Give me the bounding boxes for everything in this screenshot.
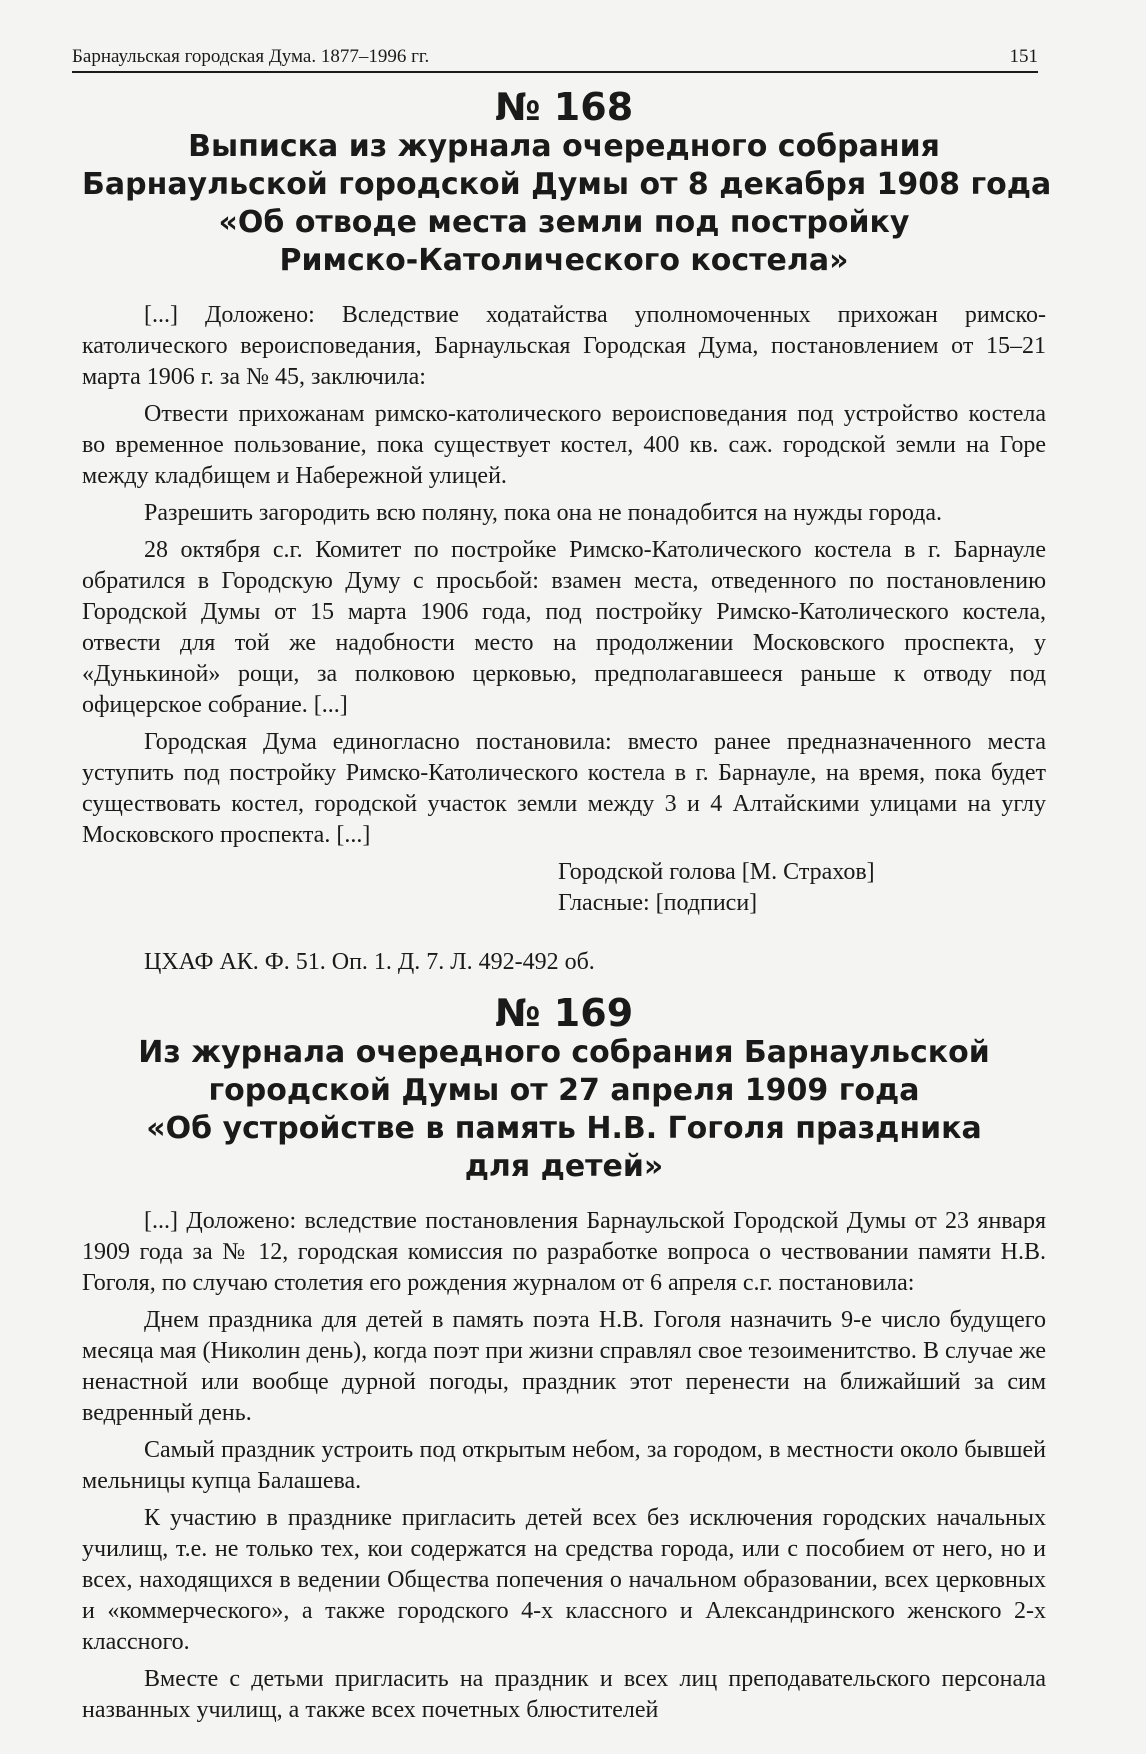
paragraph: Днем праздника для детей в память поэта Н.В. Гоголя назначить 9-е число будущего месяца мая (Николин день), когда поэт при жизни справлял свое тезоименитство. В случае же ненастной или вообще дурной погоды, праздник этот перенести на ближайший за сим ведренный день. bbox=[82, 1307, 1046, 1426]
text-column bbox=[82, 78, 1052, 1732]
signature-councillors: Гласные: [подписи] bbox=[558, 890, 758, 916]
title-line: Римско-Католического костела» bbox=[279, 243, 849, 278]
running-header bbox=[72, 34, 1038, 73]
paragraph: Городская Дума единогласно постановила: вместо ранее предназначенного места уступить под постройку Римско-Католического костела в г. Барнауле, на время, пока будет существовать костел, городской участок земли между 3 и 4 Алтайскими улицами на углу Московского проспекта. [...] bbox=[82, 729, 1046, 848]
title-line: «Об устройстве в память Н.В. Гоголя праздника bbox=[146, 1111, 982, 1146]
paragraph: К участию в празднике пригласить детей всех без исключения городских начальных училищ, т.е. не только тех, кои содержатся на средства города, или с пособием от него, но и всех, находящихся в ведении Общества попечения о начальном образовании, всех церковных и «коммерческого», а также городского 4-х классного и Александринского женского 2-х классного. bbox=[82, 1505, 1046, 1655]
title-line: городской Думы от 27 апреля 1909 года bbox=[208, 1073, 920, 1108]
paragraph: Вместе с детьми пригласить на праздник и всех лиц преподавательского персонала названных училищ, а также всех почетных блюстителей bbox=[82, 1666, 1046, 1723]
title-line: Выписка из журнала очередного собрания bbox=[188, 129, 940, 164]
paragraph: [...] Доложено: вследствие постановления Барнаульской Городской Думы от 23 января 1909 года за № 12, городская комиссия по разработке вопроса о чествовании памяти Н.В. Гоголя, по случаю столетия его рождения журналом от 6 апреля с.г. постановила: bbox=[82, 1208, 1046, 1296]
document-title bbox=[82, 1034, 1046, 1186]
paragraph: Самый праздник устроить под открытым небом, за городом, в местности около бывшей мельницы купца Балашева. bbox=[82, 1437, 1046, 1494]
page-number: 151 bbox=[1009, 46, 1038, 67]
archive-reference: ЦХАФ АК. Ф. 51. Оп. 1. Д. 7. Л. 492-492 об. bbox=[144, 949, 595, 975]
running-title: Барнаульская городская Дума. 1877–1996 гг. bbox=[72, 46, 430, 67]
paragraph: Отвести прихожанам римско-католического вероисповедания под устройство костела во временное пользование, пока существует костел, 400 кв. саж. городской земли на Горе между кладбищем и Набережной улицей. bbox=[82, 401, 1046, 489]
signature-mayor: Городской голова [М. Страхов] bbox=[558, 859, 875, 885]
paragraph: 28 октября с.г. Комитет по постройке Римско-Католического костела в г. Барнауле обратился в Городскую Думу с просьбой: взамен места, отведенного по постановлению Городской Думы от 15 марта 1906 года, под постройку Римско-Католического костела, отвести для той же надобности место на продолжении Московского проспекта, у «Дунькиной» рощи, за полковою церковью, предполагавшееся раньше к отводу под офицерское собрание. [...] bbox=[82, 537, 1046, 718]
document-number: № 169 bbox=[494, 991, 634, 1035]
document-168 bbox=[82, 85, 1052, 978]
document-169 bbox=[82, 992, 1046, 1726]
title-line: «Об отводе места земли под постройку bbox=[218, 205, 910, 240]
title-line: Из журнала очередного собрания Барнаульской bbox=[138, 1035, 990, 1070]
paragraph: [...] Доложено: Вследствие ходатайства уполномоченных прихожан римско-католического вероисповедания, Барнаульская Городская Дума, постановлением от 15–21 марта 1906 г. за № 45, заключила: bbox=[82, 302, 1046, 390]
paragraph: Разрешить загородить всю поляну, пока она не понадобится на нужды города. bbox=[144, 500, 943, 526]
title-line: Барнаульской городской Думы от 8 декабря 1908 года bbox=[82, 167, 1052, 202]
title-line: для детей» bbox=[464, 1149, 664, 1184]
document-title bbox=[82, 128, 1052, 280]
document-number: № 168 bbox=[494, 85, 634, 129]
